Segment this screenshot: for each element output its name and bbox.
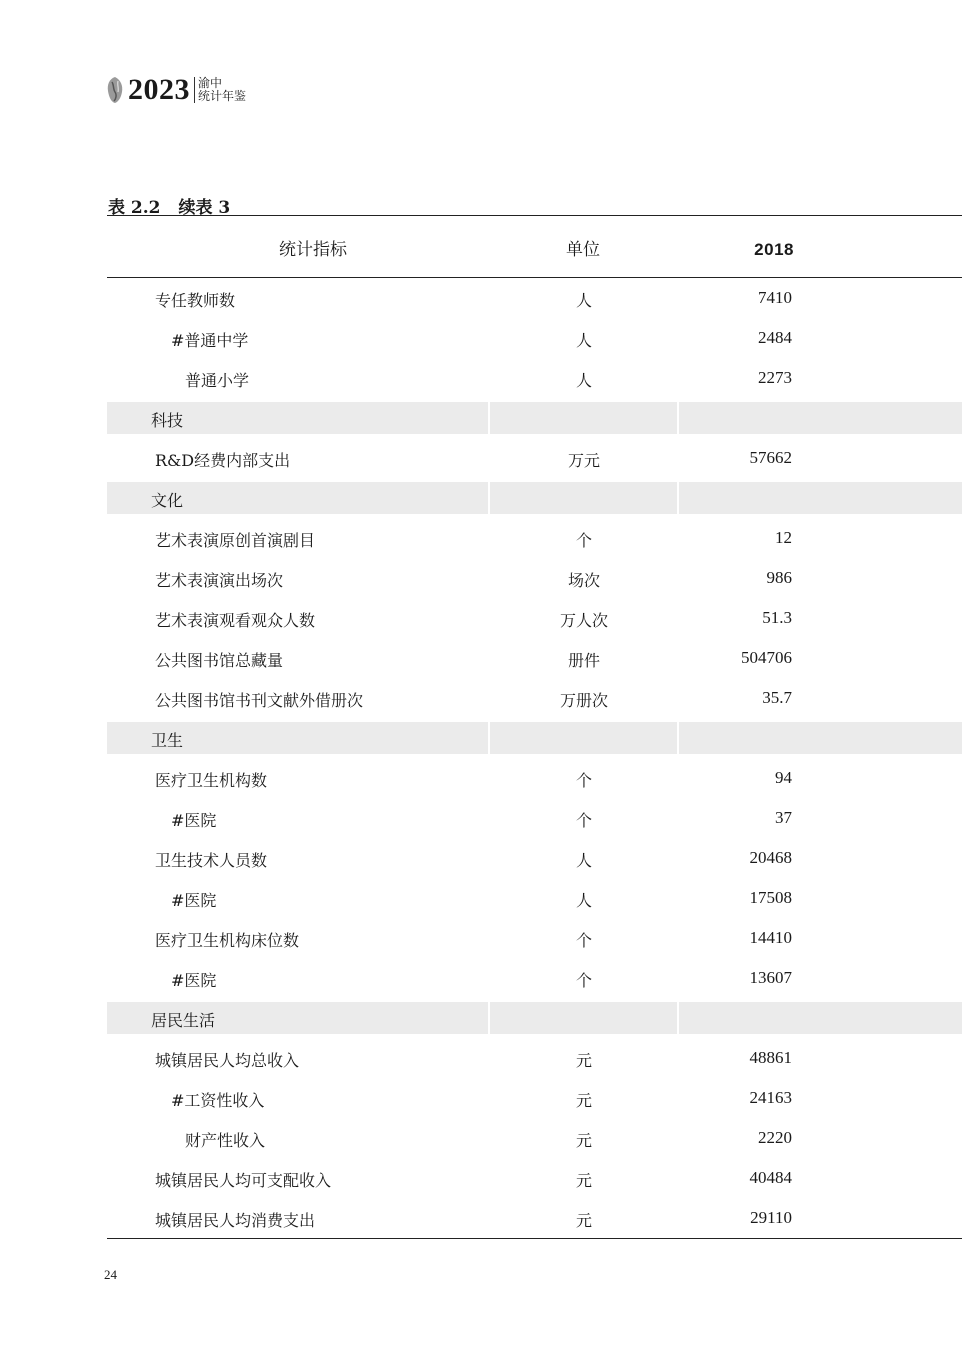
indicator-name: 专任教师数 [155,291,236,310]
section-band [107,722,962,754]
indicator-name: 艺术表演原创首演剧目 [155,531,316,550]
table-body [107,278,962,1238]
indicator-unit: 人 [575,331,593,350]
table-row [107,638,962,678]
table-row [107,358,962,398]
table-row [107,518,962,558]
indicator-name: 卫生技术人员数 [155,851,268,870]
yearbook-logo-icon [106,76,124,104]
section-band [107,482,962,514]
indicator-unit: 个 [575,531,593,550]
table-row [107,678,962,718]
indicator-value: 94 [775,768,792,787]
indicator-value: 20468 [749,848,792,867]
table-row [107,918,962,958]
table-row [107,1118,962,1158]
indicator-unit: 个 [575,971,593,990]
indicator-unit: 元 [575,1051,593,1070]
indicator-value: 12 [775,528,792,547]
indicator-unit: 万人次 [559,611,609,630]
header-divider [194,77,195,103]
indicator-unit: 人 [575,891,593,910]
indicator-unit: 万册次 [559,691,609,710]
indicator-unit: 人 [575,371,593,390]
page-number: 24 [104,1267,117,1282]
table-row [107,958,962,998]
indicator-value: 504706 [741,648,792,667]
section-label: 科技 [151,411,184,430]
section-band-divider [488,482,490,514]
indicator-unit: 册件 [567,651,601,670]
section-band-divider [677,722,679,754]
indicator-unit: 人 [575,851,593,870]
section-band-divider [488,722,490,754]
indicator-value: 14410 [749,928,792,947]
section-band-divider [488,1002,490,1034]
column-header-unit: 单位 [566,240,600,260]
indicator-value: 40484 [749,1168,792,1187]
header-title-line2: 统计年鉴 [198,89,247,103]
table-top-rule [107,215,962,216]
indicator-name: #医院 [171,891,217,910]
indicator-value: 51.3 [762,608,792,627]
section-row [107,398,962,438]
header-title [198,77,246,103]
indicator-value: 2273 [758,368,792,387]
indicator-value: 13607 [749,968,792,987]
section-band [107,402,962,434]
indicator-name: #普通中学 [171,331,249,350]
indicator-unit: 个 [575,811,593,830]
indicator-name: 公共图书馆总藏量 [155,651,284,670]
table-row [107,1078,962,1118]
indicator-value: 48861 [749,1048,792,1067]
indicator-unit: 个 [575,931,593,950]
table-row [107,318,962,358]
table-row [107,798,962,838]
yearbook-header [106,72,246,108]
indicator-value: 7410 [758,288,792,307]
section-row [107,718,962,758]
table-row [107,558,962,598]
indicator-name: 公共图书馆书刊文献外借册次 [155,691,364,710]
table-number: 表 2.2 [108,198,161,218]
indicator-name: R&D经费内部支出 [155,451,291,470]
column-header-year: 2018 [754,240,794,259]
indicator-value: 17508 [749,888,792,907]
table-row [107,278,962,318]
indicator-unit: 人 [575,291,593,310]
table-row [107,1038,962,1078]
indicator-name: 艺术表演演出场次 [155,571,284,590]
column-header-indicator: 统计指标 [279,240,347,260]
section-label: 居民生活 [151,1011,216,1030]
indicator-unit: 元 [575,1171,593,1190]
indicator-name: 医疗卫生机构床位数 [155,931,300,950]
header-title-line1: 渝中 [198,76,223,90]
indicator-unit: 元 [575,1091,593,1110]
section-band-divider [677,402,679,434]
indicator-value: 24163 [749,1088,792,1107]
indicator-name: #医院 [171,971,217,990]
section-label: 文化 [151,491,184,510]
section-row [107,478,962,518]
indicator-name: 财产性收入 [185,1131,266,1150]
indicator-value: 57662 [749,448,792,467]
section-row [107,998,962,1038]
table-row [107,438,962,478]
indicator-name: #工资性收入 [171,1091,265,1110]
table-row [107,1198,962,1238]
indicator-name: 城镇居民人均可支配收入 [155,1171,332,1190]
table-row [107,758,962,798]
indicator-value: 2484 [758,328,792,347]
section-band-divider [488,402,490,434]
indicator-name: 城镇居民人均消费支出 [155,1211,316,1230]
table-row [107,878,962,918]
indicator-value: 986 [766,568,792,587]
indicator-value: 37 [775,808,792,827]
indicator-unit: 场次 [567,571,601,590]
indicator-name: 普通小学 [185,371,250,390]
indicator-name: 艺术表演观看观众人数 [155,611,316,630]
table-continuation: 续表 3 [178,198,231,218]
section-band-divider [677,482,679,514]
indicator-name: 医疗卫生机构数 [155,771,268,790]
section-band-divider [677,1002,679,1034]
indicator-unit: 个 [575,771,593,790]
indicator-value: 2220 [758,1128,792,1147]
indicator-unit: 元 [575,1211,593,1230]
indicator-unit: 元 [575,1131,593,1150]
indicator-value: 29110 [750,1208,792,1227]
table-row [107,1158,962,1198]
indicator-name: 城镇居民人均总收入 [155,1051,300,1070]
indicator-value: 35.7 [762,688,792,707]
table-row [107,598,962,638]
header-year: 2023 [128,73,190,106]
indicator-unit: 万元 [567,451,601,470]
table-row [107,838,962,878]
section-label: 卫生 [151,731,184,750]
section-band [107,1002,962,1034]
indicator-name: #医院 [171,811,217,830]
table-bottom-rule [107,1238,962,1239]
